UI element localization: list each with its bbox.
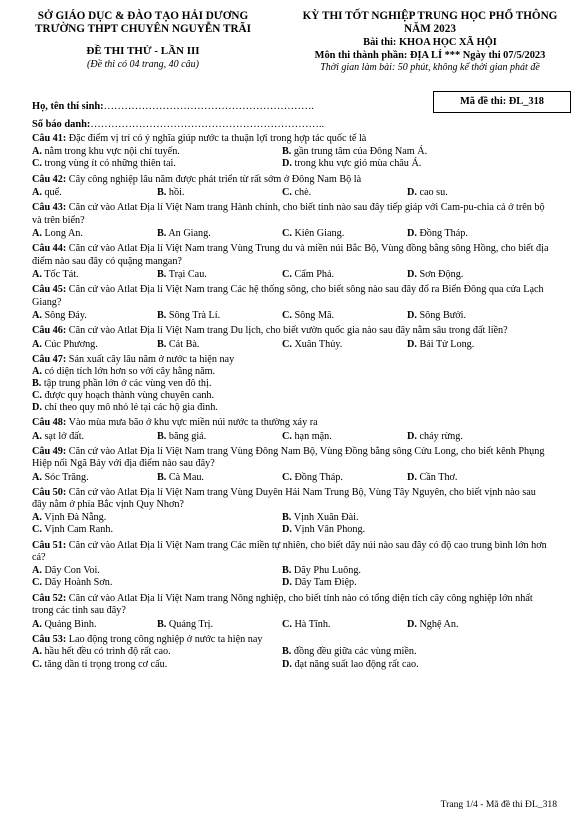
- answer-options: [32, 471, 552, 484]
- answer-option: [32, 577, 282, 590]
- exam-note: (Đề thi có 04 trang, 40 câu): [87, 58, 199, 70]
- option-letter: C.: [282, 310, 292, 321]
- option-text: Bái Tử Long.: [419, 338, 475, 350]
- option-text: gần trung tâm của Đông Nam Á.: [293, 145, 428, 157]
- department-name: SỞ GIÁO DỤC & ĐÀO TẠO HẢI DƯƠNG: [37, 10, 249, 22]
- question-text: Căn cứ vào Atlat Địa lí Việt Nam trang Hành chính, cho biết tỉnh nào sau đây tiếp giáp với Cam-pu-chia cả ở trên bộ và trên biển?: [32, 202, 545, 226]
- option-letter: C.: [282, 338, 292, 350]
- question-number: Câu 45:: [32, 284, 67, 295]
- question-number: Câu 51:: [32, 539, 67, 551]
- answer-option: [32, 268, 157, 281]
- question-number: Câu 42:: [32, 173, 67, 185]
- option-letter: C.: [282, 618, 292, 630]
- exam-code-box: Mã đề thi: ĐL_318: [433, 91, 571, 113]
- answer-options: [32, 618, 552, 631]
- answer-options: [32, 227, 552, 240]
- answer-option: [157, 227, 282, 240]
- option-text: Vịnh Xuân Đài.: [293, 511, 359, 523]
- option-text: có diện tích lớn hơn so với cây hằng năm.: [44, 366, 216, 377]
- question: [32, 284, 552, 322]
- option-text: An Giang.: [168, 228, 211, 239]
- answer-option: [157, 618, 282, 631]
- option-letter: A.: [32, 187, 42, 198]
- option-letter: A.: [32, 366, 42, 377]
- question-stem: [32, 174, 552, 187]
- question-number: Câu 53:: [32, 633, 67, 645]
- exam-subject: Bài thi: KHOA HỌC XÃ HỘI: [363, 37, 497, 48]
- school-name: TRƯỜNG THPT CHUYÊN NGUYỄN TRÃI: [35, 23, 251, 35]
- option-letter: D.: [407, 228, 417, 239]
- answer-option: [32, 430, 157, 443]
- answer-option: [282, 565, 532, 578]
- option-text: Sông Mã.: [294, 310, 335, 321]
- question: [32, 354, 552, 415]
- option-letter: D.: [407, 618, 417, 630]
- option-letter: B.: [157, 338, 167, 350]
- option-text: Vịnh Cam Ranh.: [44, 524, 114, 535]
- candidate-id-line: [32, 116, 324, 134]
- question-text: Vào mùa mưa bão ở khu vực miền núi nước ta thường xảy ra: [68, 417, 318, 428]
- answer-option: [407, 268, 532, 281]
- answer-option: [32, 659, 282, 672]
- option-letter: D.: [32, 402, 42, 413]
- option-text: trong vùng ít có những thiên tai.: [44, 158, 176, 169]
- question-text: Sản xuất cây lâu năm ở nước ta hiện nay: [68, 353, 235, 365]
- exam-year: NĂM 2023: [404, 23, 456, 35]
- option-letter: C.: [282, 228, 292, 239]
- option-text: Đồng Tháp.: [419, 228, 468, 239]
- option-text: Quảng Trị.: [168, 618, 214, 630]
- exam-name: KỲ THI TỐT NGHIỆP TRUNG HỌC PHỔ THÔNG: [302, 10, 558, 22]
- option-letter: C.: [282, 430, 292, 442]
- candidate-name-label: Họ, tên thí sinh:: [32, 101, 104, 112]
- option-text: tăng dần tỉ trọng trong cơ cấu.: [44, 658, 168, 670]
- question: [32, 487, 552, 537]
- option-text: hầu hết đều có trình độ rất cao.: [44, 646, 171, 657]
- answer-option: [282, 268, 407, 281]
- question-stem: [32, 446, 552, 471]
- answer-option: [32, 309, 157, 322]
- option-text: quế.: [44, 187, 62, 198]
- question-text: Căn cứ vào Atlat Địa lí Việt Nam trang Vùng Duyên Hải Nam Trung Bộ, Vùng Tây Nguyên, cho biết vịnh nào sau đây nằm ở phía Bắc vịnh Quy Nhơn?: [32, 486, 536, 510]
- answer-options: [32, 186, 552, 199]
- option-letter: B.: [282, 145, 292, 157]
- option-text: Sông Bưởi.: [419, 310, 467, 321]
- question-stem: [32, 243, 552, 268]
- option-letter: B.: [157, 269, 167, 280]
- option-text: Hà Tĩnh.: [294, 618, 331, 630]
- option-text: nằm trong khu vực nội chí tuyến.: [44, 145, 180, 157]
- answer-option: [32, 565, 282, 578]
- answer-option: [32, 366, 552, 378]
- answer-option: [407, 430, 532, 443]
- option-text: Sơn Động.: [419, 269, 464, 280]
- option-text: hồi.: [168, 187, 185, 198]
- answer-option: [32, 646, 282, 659]
- option-text: Long An.: [44, 228, 83, 239]
- question-number: Câu 43:: [32, 202, 67, 213]
- option-text: trong khu vực gió mùa châu Á.: [294, 158, 422, 169]
- answer-options: [32, 646, 552, 671]
- option-letter: D.: [407, 269, 417, 280]
- option-letter: C.: [282, 187, 292, 198]
- option-letter: A.: [32, 228, 42, 239]
- question: [32, 174, 552, 200]
- answer-option: [282, 227, 407, 240]
- answer-option: [282, 186, 407, 199]
- option-letter: B.: [282, 511, 292, 523]
- option-text: đạt năng suất lao động rất cao.: [294, 658, 419, 670]
- option-text: Dãy Hoành Sơn.: [44, 577, 113, 588]
- question-number: Câu 52:: [32, 592, 67, 604]
- question-number: Câu 48:: [32, 417, 67, 428]
- answer-options: [32, 146, 552, 171]
- option-letter: A.: [32, 471, 42, 483]
- answer-options: [32, 565, 552, 590]
- option-letter: D.: [282, 524, 292, 535]
- question-stem: [32, 540, 552, 565]
- option-letter: D.: [407, 338, 417, 350]
- option-text: sạt lở đất.: [44, 430, 85, 442]
- option-letter: A.: [32, 564, 42, 576]
- option-letter: D.: [282, 577, 292, 588]
- answer-option: [282, 471, 407, 484]
- option-text: Nghệ An.: [419, 618, 459, 630]
- exam-duration: Thời gian làm bài: 50 phút, không kể thời gian phát đề: [320, 62, 540, 73]
- answer-option: [282, 146, 532, 159]
- candidate-name-line: [32, 98, 324, 116]
- option-letter: C.: [282, 269, 292, 280]
- question-number: Câu 49:: [32, 445, 67, 457]
- answer-option: [32, 146, 282, 159]
- question-stem: [32, 133, 552, 146]
- answer-option: [407, 309, 532, 322]
- option-text: tập trung phần lớn ở các vùng ven đô thị.: [43, 378, 212, 389]
- answer-option: [32, 227, 157, 240]
- answer-option: [282, 309, 407, 322]
- option-letter: C.: [32, 390, 42, 401]
- question-number: Câu 46:: [32, 325, 67, 336]
- answer-option: [32, 338, 157, 351]
- option-text: Cẩm Phả.: [294, 269, 335, 280]
- question-text: Căn cứ vào Atlat Địa lí Việt Nam trang Du lịch, cho biết vườn quốc gia nào sau đây nằm sâu trong đất liền?: [68, 325, 508, 336]
- question-text: Lao động trong công nghiệp ở nước ta hiện nay: [68, 633, 263, 645]
- option-letter: C.: [282, 471, 292, 483]
- question-stem: [32, 354, 552, 367]
- option-text: Sông Đáy.: [44, 310, 87, 321]
- option-text: chè.: [294, 187, 312, 198]
- option-text: Cát Bà.: [168, 338, 200, 350]
- option-letter: A.: [32, 310, 42, 321]
- answer-option: [282, 512, 532, 525]
- option-letter: A.: [32, 646, 42, 657]
- option-text: Xuân Thủy.: [294, 338, 343, 350]
- answer-option: [32, 618, 157, 631]
- question: [32, 243, 552, 281]
- question-stem: [32, 202, 552, 227]
- answer-option: [282, 659, 532, 672]
- question-text: Căn cứ vào Atlat Địa lí Việt Nam trang Vùng Đông Nam Bộ, Vùng Đồng bằng sông Cửu Long, cho biết kênh Phụng Hiệp nối Ngã Bảy với địa điểm nào sau đây?: [32, 445, 545, 469]
- answer-option: [282, 618, 407, 631]
- question-text: Căn cứ vào Atlat Địa lí Việt Nam trang Nông nghiệp, cho biết tỉnh nào có tổng diện tích cây công nghiệp lớn nhất trong các tỉnh sau đây?: [32, 592, 533, 616]
- option-text: Cần Thơ.: [419, 471, 458, 483]
- question-number: Câu 47:: [32, 353, 67, 365]
- option-text: Đồng Tháp.: [294, 471, 343, 483]
- option-letter: D.: [407, 471, 417, 483]
- option-text: được quy hoạch thành vùng chuyên canh.: [44, 390, 215, 401]
- option-text: chỉ theo quy mô nhỏ lẻ tại các hộ gia đình.: [44, 402, 218, 413]
- candidate-id-dots: …………………………………………………………..: [90, 119, 325, 130]
- option-text: Tốc Tát.: [44, 269, 79, 280]
- question-list: [32, 133, 552, 674]
- answer-options: [32, 268, 552, 281]
- answer-option: [282, 646, 532, 659]
- question-stem: [32, 487, 552, 512]
- option-text: Dãy Phu Luông.: [293, 564, 361, 576]
- option-letter: B.: [157, 471, 167, 483]
- answer-options: [32, 309, 552, 322]
- exam-component: Môn thi thành phần: ĐỊA LÍ *** Ngày thi 07/5/2023: [314, 50, 546, 61]
- question: [32, 133, 552, 171]
- option-letter: B.: [157, 618, 167, 630]
- option-letter: B.: [282, 564, 292, 576]
- question-number: Câu 50:: [32, 486, 67, 498]
- option-text: cao su.: [419, 187, 448, 198]
- option-text: băng giá.: [168, 430, 207, 442]
- answer-options: [32, 430, 552, 443]
- answer-option: [407, 227, 532, 240]
- answer-option: [282, 338, 407, 351]
- option-letter: B.: [282, 646, 292, 657]
- answer-option: [407, 618, 532, 631]
- answer-option: [32, 512, 282, 525]
- question-text: Đặc điểm vị trí có ý nghĩa giúp nước ta thuận lợi trong hợp tác quốc tế là: [68, 133, 367, 144]
- option-letter: B.: [157, 228, 167, 239]
- question-text: Căn cứ vào Atlat Địa lí Việt Nam trang Vùng Trung du và miền núi Bắc Bộ, Vùng đồng bằng sông Hồng, cho biết địa điểm nào sau đây có quặng mangan?: [32, 243, 549, 267]
- question-stem: [32, 593, 552, 618]
- answer-option: [282, 524, 532, 537]
- question-text: Căn cứ vào Atlat Địa lí Việt Nam trang Các hệ thống sông, cho biết sông nào sau đây đổ ra Biển Đông qua cửa Lạch Giang?: [32, 284, 544, 308]
- option-text: Vịnh Đà Nẵng.: [44, 511, 107, 523]
- question-text: Cây công nghiệp lâu năm được phát triển từ rất sớm ở Đông Nam Bộ là: [68, 173, 362, 185]
- answer-options: [32, 338, 552, 351]
- option-text: đồng đều giữa các vùng miền.: [293, 646, 417, 657]
- answer-option: [407, 186, 532, 199]
- option-letter: D.: [282, 658, 292, 670]
- question-number: Câu 44:: [32, 243, 67, 254]
- question-text: Căn cứ vào Atlat Địa lí Việt Nam trang Các miền tự nhiên, cho biết dãy núi nào sau đây có độ cao trung bình lớn hơn cả?: [32, 539, 547, 563]
- option-letter: A.: [32, 145, 42, 157]
- page-footer: Trang 1/4 - Mã đề thi ĐL_318: [440, 799, 557, 810]
- option-letter: D.: [407, 310, 417, 321]
- option-letter: B.: [157, 430, 167, 442]
- option-letter: D.: [407, 430, 417, 442]
- answer-option: [157, 186, 282, 199]
- question-stem: [32, 417, 552, 430]
- question: [32, 634, 552, 672]
- option-letter: A.: [32, 511, 42, 523]
- question-number: Câu 41:: [32, 133, 67, 144]
- option-letter: B.: [157, 187, 167, 198]
- header-left: [8, 10, 278, 71]
- question-stem: [32, 325, 552, 338]
- option-text: Quảng Bình.: [44, 618, 97, 630]
- answer-option: [282, 158, 532, 171]
- question: [32, 325, 552, 351]
- option-letter: D.: [282, 158, 292, 169]
- answer-option: [407, 471, 532, 484]
- option-letter: C.: [32, 524, 42, 535]
- answer-option: [32, 158, 282, 171]
- question: [32, 593, 552, 631]
- option-text: Sông Trà Lí.: [168, 310, 221, 321]
- answer-option: [32, 471, 157, 484]
- option-letter: A.: [32, 269, 42, 280]
- answer-option: [32, 378, 552, 390]
- question: [32, 446, 552, 484]
- candidate-name-dots: …………………………………………………….: [103, 101, 315, 112]
- option-letter: C.: [32, 577, 42, 588]
- question: [32, 417, 552, 443]
- option-letter: A.: [32, 338, 42, 350]
- question: [32, 540, 552, 590]
- option-letter: B.: [32, 378, 42, 389]
- answer-option: [157, 309, 282, 322]
- question-stem: [32, 284, 552, 309]
- option-text: Cà Mau.: [168, 471, 204, 483]
- answer-option: [32, 186, 157, 199]
- answer-options: [32, 512, 552, 537]
- answer-option: [157, 430, 282, 443]
- answer-options: [32, 366, 552, 414]
- answer-option: [157, 471, 282, 484]
- option-text: Vịnh Vân Phong.: [294, 524, 366, 535]
- question-stem: [32, 634, 552, 647]
- option-letter: D.: [407, 187, 417, 198]
- answer-option: [157, 268, 282, 281]
- header-right: [285, 10, 575, 74]
- option-letter: C.: [32, 658, 42, 670]
- option-text: cháy rừng.: [419, 430, 463, 442]
- candidate-id-label: Số báo danh:: [32, 119, 91, 130]
- answer-option: [32, 390, 552, 402]
- answer-option: [282, 577, 532, 590]
- option-text: Kiên Giang.: [294, 228, 345, 239]
- exam-title: ĐỀ THI THỬ - LẦN III: [86, 45, 200, 57]
- candidate-info: [32, 98, 324, 134]
- answer-option: [407, 338, 532, 351]
- answer-option: [157, 338, 282, 351]
- option-text: hạn mặn.: [294, 430, 332, 442]
- option-letter: B.: [157, 310, 167, 321]
- option-text: Dãy Con Voi.: [44, 564, 100, 576]
- option-letter: A.: [32, 618, 42, 630]
- answer-option: [32, 524, 282, 537]
- option-letter: A.: [32, 430, 42, 442]
- option-letter: C.: [32, 158, 42, 169]
- option-text: Trại Cau.: [168, 269, 207, 280]
- option-text: Sóc Trăng.: [44, 471, 89, 483]
- option-text: Cúc Phương.: [44, 338, 98, 350]
- answer-option: [32, 402, 552, 414]
- question: [32, 202, 552, 240]
- answer-option: [282, 430, 407, 443]
- option-text: Dãy Tam Điệp.: [294, 577, 357, 588]
